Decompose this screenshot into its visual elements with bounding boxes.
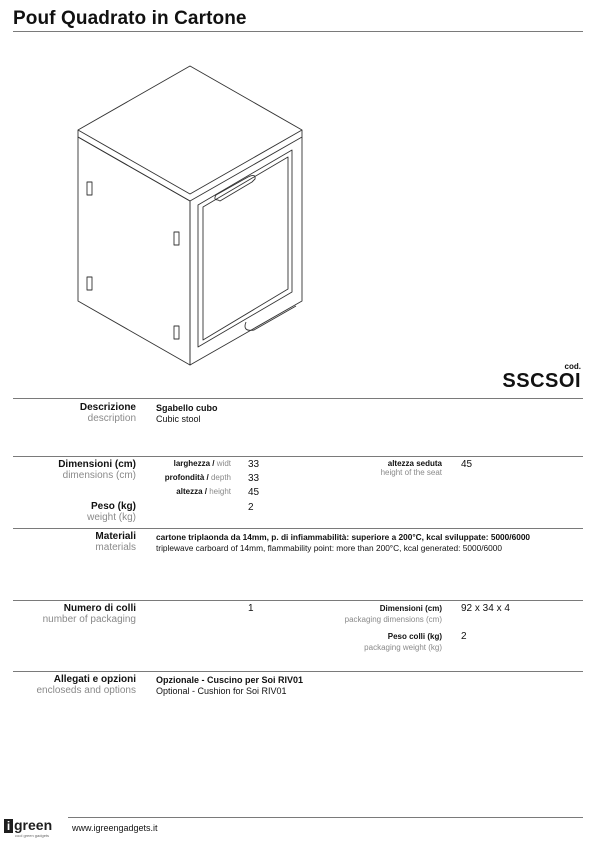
colli-peso-sublabel: packaging weight (kg): [364, 643, 442, 652]
colli-peso-label: Peso colli (kg): [387, 632, 442, 641]
logo-green: green: [14, 817, 53, 833]
profondita-en: depth: [210, 473, 231, 482]
larghezza-en: widt: [216, 459, 231, 468]
descrizione-it: Sgabello cubo: [156, 403, 218, 413]
peso-label: Peso (kg): [90, 501, 136, 512]
section-divider: [13, 671, 583, 672]
code-label: cod.: [564, 362, 581, 371]
colli-dim-value: 92 x 34 x 4: [461, 603, 510, 614]
colli-label: Numero di colli: [63, 603, 136, 614]
colli-dim-label: Dimensioni (cm): [379, 604, 442, 613]
colli-peso-value: 2: [461, 631, 467, 642]
page-title: Pouf Quadrato in Cartone: [13, 8, 247, 29]
left-face: [78, 137, 190, 365]
dimensioni-label: Dimensioni (cm): [58, 459, 136, 470]
section-divider: [13, 528, 583, 529]
footer-divider: [68, 817, 583, 818]
altezza-it: altezza /: [176, 487, 207, 496]
slot-3: [87, 277, 92, 290]
seduta-sublabel: height of the seat: [380, 468, 442, 477]
colli-sublabel: number of packaging: [42, 614, 136, 625]
right-face-outer: [190, 137, 302, 365]
descrizione-label: Descrizione: [79, 402, 136, 413]
profondita-value: 33: [248, 473, 260, 484]
top-face: [78, 66, 302, 194]
profondita-label: [165, 473, 231, 482]
larghezza-label: [174, 459, 231, 468]
top-edge: [78, 130, 302, 201]
seduta-label: altezza seduta: [387, 459, 442, 468]
colli-value: 1: [248, 603, 254, 614]
right-face-frame: [198, 150, 292, 347]
altezza-value: 45: [248, 487, 260, 498]
igreen-logo: [4, 817, 66, 839]
slot-1: [87, 182, 92, 195]
larghezza-it: larghezza /: [173, 459, 215, 468]
materiali-label: Materiali: [95, 531, 136, 542]
logo-i: i: [4, 819, 13, 833]
peso-sublabel: weight (kg): [87, 512, 136, 523]
materiali-it: cartone triplaonda da 14mm, p. di infiammabilità: superiore a 200°C, kcal sviluppate: 5000/6000: [156, 532, 531, 542]
descrizione-en: Cubic stool: [156, 414, 201, 424]
allegati-en: Optional - Cushion for Soi RIV01: [156, 686, 287, 696]
seduta-value: 45: [461, 459, 473, 470]
logo-tagline: cool green gadgets: [15, 833, 50, 838]
title-divider: [13, 31, 583, 32]
slot-4: [174, 326, 179, 339]
colli-dim-sublabel: packaging dimensions (cm): [344, 615, 442, 624]
larghezza-value: 33: [248, 459, 260, 470]
product-code: SSCSOI: [502, 370, 581, 392]
materiali-en: triplewave carboard of 14mm, flammability point: more than 200°C, kcal generated: 5000/6000: [156, 543, 502, 553]
allegati-it: Opzionale - Cuscino per Soi RIV01: [156, 675, 304, 685]
pouf-illustration: [70, 60, 320, 380]
altezza-en: height: [209, 487, 231, 496]
bottom-tab: [245, 306, 296, 330]
slot-2: [174, 232, 179, 245]
peso-value: 2: [248, 502, 254, 513]
dimensioni-sublabel: dimensions (cm): [62, 470, 136, 481]
descrizione-sublabel: description: [87, 413, 136, 424]
footer-url-link[interactable]: www.igreengadgets.it: [72, 823, 158, 833]
section-divider: [13, 600, 583, 601]
allegati-sublabel: encloseds and options: [36, 685, 136, 696]
materiali-sublabel: materials: [95, 542, 136, 553]
right-face-frame-inner: [203, 157, 288, 340]
section-divider: [13, 398, 583, 399]
section-divider: [13, 456, 583, 457]
altezza-label: [176, 487, 231, 496]
allegati-label: Allegati e opzioni: [53, 674, 136, 685]
profondita-it: profondità /: [164, 473, 209, 482]
